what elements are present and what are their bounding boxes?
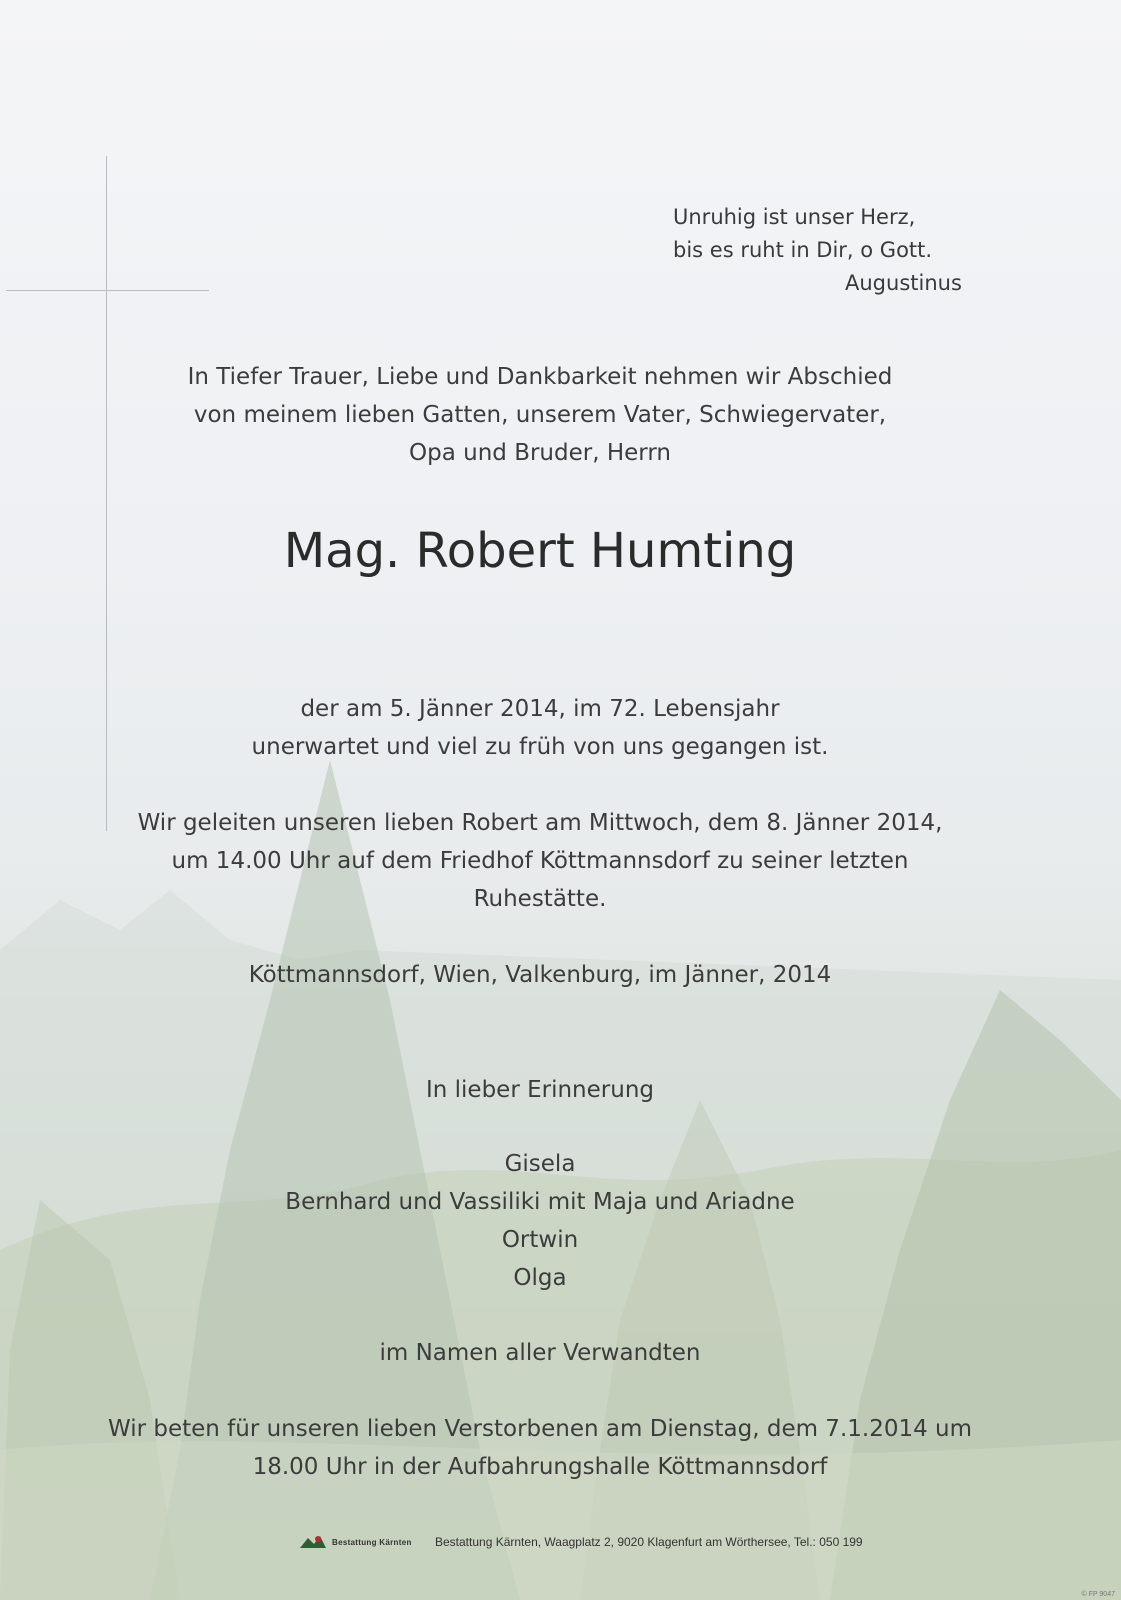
relatives-label: im Namen aller Verwandten: [379, 1340, 701, 1366]
memory-label: In lieber Erinnerung: [425, 1077, 654, 1103]
bestattung-logo-icon: [298, 1531, 429, 1553]
prayer-line-2: 18.00 Uhr in der Aufbahrungshalle Köttmannsdorf: [252, 1454, 828, 1480]
place-date: Köttmannsdorf, Wien, Valkenburg, im Jänner, 2014: [248, 962, 832, 988]
death-line-2: unerwartet und viel zu früh von uns gegangen ist.: [251, 734, 829, 760]
death-line-1: der am 5. Jänner 2014, im 72. Lebensjahr: [300, 696, 780, 722]
quote-author: Augustinus: [845, 271, 962, 295]
prayer-notice: [60, 1410, 1020, 1486]
intro-line-1: In Tiefer Trauer, Liebe und Dankbarkeit nehmen wir Abschied: [187, 364, 893, 390]
funeral-details: [80, 804, 1000, 918]
mourners-list: [100, 1145, 980, 1297]
cross-horizontal-line: [6, 290, 209, 291]
intro-line-3: Opa und Bruder, Herrn: [409, 440, 671, 466]
death-notice: [100, 690, 980, 766]
bible-quote: [673, 201, 962, 300]
prayer-line-1: Wir beten für unseren lieben Verstorbenen am Dienstag, dem 7.1.2014 um: [107, 1416, 973, 1442]
mourner-item: Ortwin: [501, 1227, 579, 1253]
footer: [298, 1531, 863, 1553]
mourner-item: Bernhard und Vassiliki mit Maja und Ariadne: [285, 1189, 795, 1215]
logo-text: Bestattung Kärnten: [332, 1537, 412, 1547]
funeral-line-2: um 14.00 Uhr auf dem Friedhof Köttmannsdorf zu seiner letzten: [171, 848, 909, 874]
footer-address: Bestattung Kärnten, Waagplatz 2, 9020 Klagenfurt am Wörthersee, Tel.: 050 199: [435, 1535, 863, 1549]
funeral-line-1: Wir geleiten unseren lieben Robert am Mittwoch, dem 8. Jänner 2014,: [137, 810, 943, 836]
deceased-name: Mag. Robert Humting: [283, 523, 797, 579]
mourner-item: Olga: [513, 1265, 567, 1291]
intro-text: [100, 358, 980, 472]
funeral-line-3: Ruhestätte.: [473, 886, 607, 912]
document-code: © FP 9047: [1081, 1591, 1115, 1598]
quote-line-2: bis es ruht in Dir, o Gott.: [673, 238, 933, 262]
intro-line-2: von meinem lieben Gatten, unserem Vater, Schwiegervater,: [193, 402, 887, 428]
mourner-item: Gisela: [504, 1151, 576, 1177]
logo-mark: [298, 1532, 328, 1552]
quote-line-1: Unruhig ist unser Herz,: [673, 205, 916, 229]
